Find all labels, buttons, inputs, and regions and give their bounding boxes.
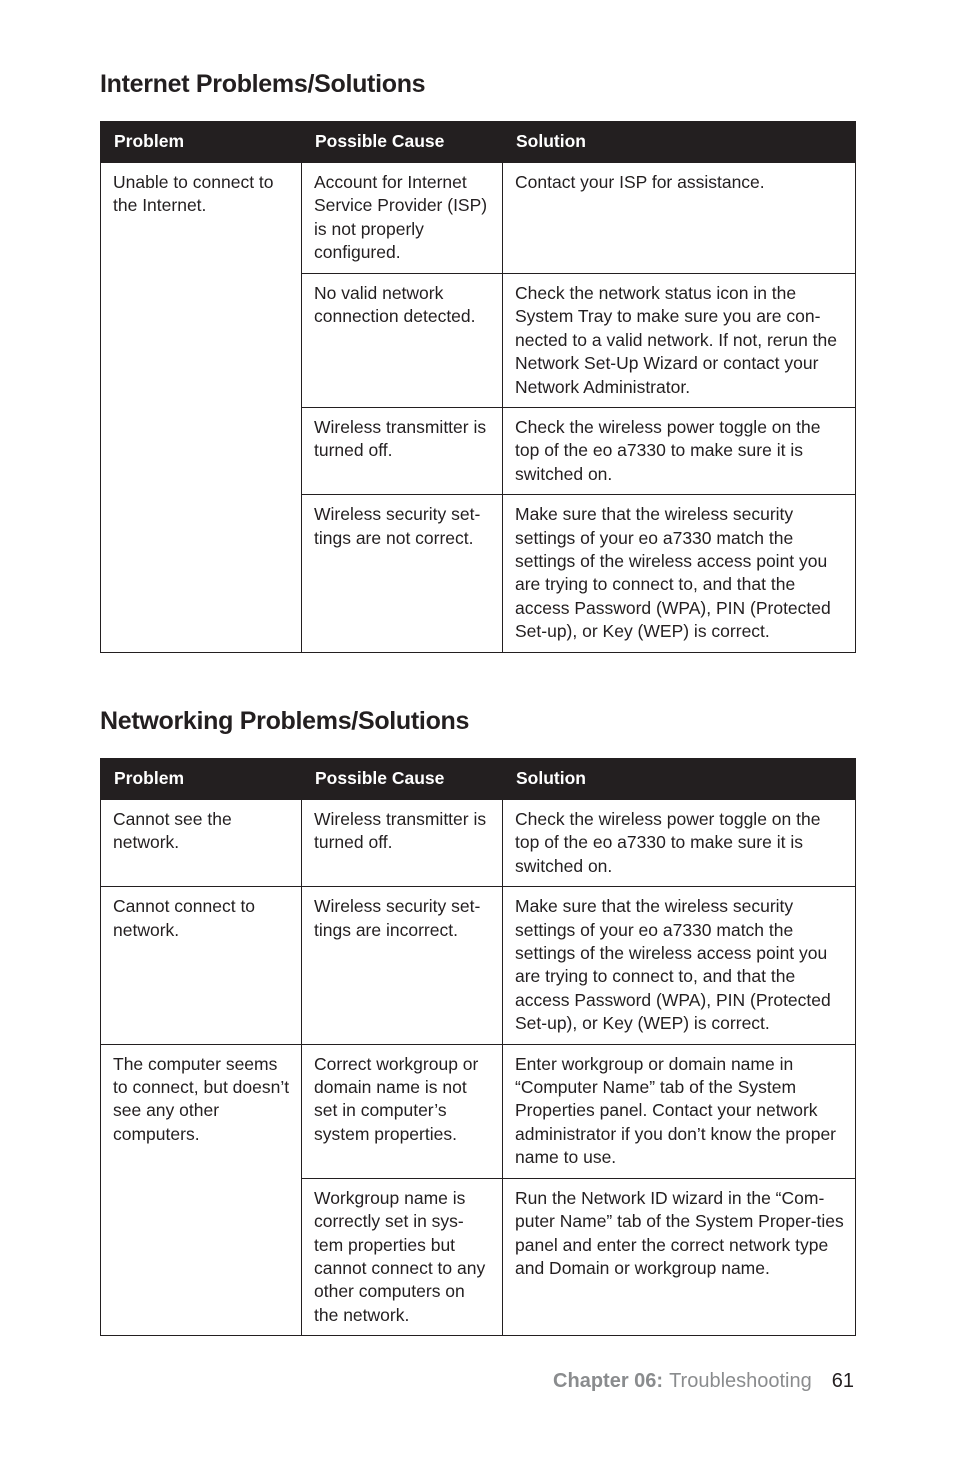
- table-header-row: [101, 759, 856, 800]
- problem-cell: Cannot see the network.: [101, 800, 302, 887]
- cause-cell: Wireless transmitter is turned off.: [302, 800, 503, 887]
- column-header-solution: Solution: [503, 759, 856, 800]
- solution-cell: Enter workgroup or domain name in “Computer Name” tab of the System Properties panel. Contact your network administrator if you don’t know the proper name to use.: [503, 1044, 856, 1178]
- networking-section-title: Networking Problems/Solutions: [100, 707, 470, 735]
- solution-cell: Make sure that the wireless security settings of your eo a7330 match the settings of the wireless access point you are trying to connect to, and that the access Password (WPA), PIN (Protected Set-up), or Key (WEP) is correct.: [503, 887, 856, 1044]
- column-header-problem: Problem: [101, 759, 302, 800]
- solution-cell: Check the network status icon in the System Tray to make sure you are con-nected to a valid network. If not, rerun the Network Set-Up Wizard or contact your Network Administrator.: [503, 274, 856, 408]
- footer-section: Troubleshooting: [669, 1370, 812, 1392]
- table-row: [101, 887, 856, 1044]
- internet-problems-table: [100, 121, 856, 653]
- column-header-problem: Problem: [101, 122, 302, 163]
- footer-chapter: Chapter 06:: [553, 1370, 664, 1392]
- cause-cell: Wireless transmitter is turned off.: [302, 408, 503, 495]
- cause-cell: Wireless security set-tings are not correct.: [302, 495, 503, 652]
- cause-cell: Correct workgroup or domain name is not set in computer’s system properties.: [302, 1044, 503, 1178]
- column-header-cause: Possible Cause: [302, 122, 503, 163]
- page-number: 61: [831, 1370, 854, 1392]
- solution-cell: Check the wireless power toggle on the top of the eo a7330 to make sure it is switched on.: [503, 800, 856, 887]
- solution-cell: Check the wireless power toggle on the top of the eo a7330 to make sure it is switched on.: [503, 408, 856, 495]
- problem-cell: Cannot connect to network.: [101, 887, 302, 1044]
- cause-cell: Workgroup name is correctly set in sys-tem properties but cannot connect to any other computers on the network.: [302, 1178, 503, 1335]
- cause-cell: Wireless security set-tings are incorrect.: [302, 887, 503, 1044]
- problem-cell: The computer seems to connect, but doesn’t see any other computers.: [101, 1044, 302, 1335]
- solution-cell: Contact your ISP for assistance.: [503, 163, 856, 274]
- solution-cell: Run the Network ID wizard in the “Com-puter Name” tab of the System Proper-ties panel and enter the correct network type and Domain or workgroup name.: [503, 1178, 856, 1335]
- cause-cell: Account for Internet Service Provider (ISP) is not properly configured.: [302, 163, 503, 274]
- table-row: [101, 1044, 856, 1178]
- problem-cell: Unable to connect to the Internet.: [101, 163, 302, 653]
- table-header-row: [101, 122, 856, 163]
- networking-problems-table: [100, 758, 856, 1336]
- page-footer: [553, 1370, 854, 1393]
- column-header-cause: Possible Cause: [302, 759, 503, 800]
- table-row: [101, 800, 856, 887]
- internet-section-title: Internet Problems/Solutions: [100, 70, 426, 98]
- cause-cell: No valid network connection detected.: [302, 274, 503, 408]
- table-row: [101, 163, 856, 274]
- column-header-solution: Solution: [503, 122, 856, 163]
- solution-cell: Make sure that the wireless security settings of your eo a7330 match the settings of the wireless access point you are trying to connect to, and that the access Password (WPA), PIN (Protected Set-up), or Key (WEP) is correct.: [503, 495, 856, 652]
